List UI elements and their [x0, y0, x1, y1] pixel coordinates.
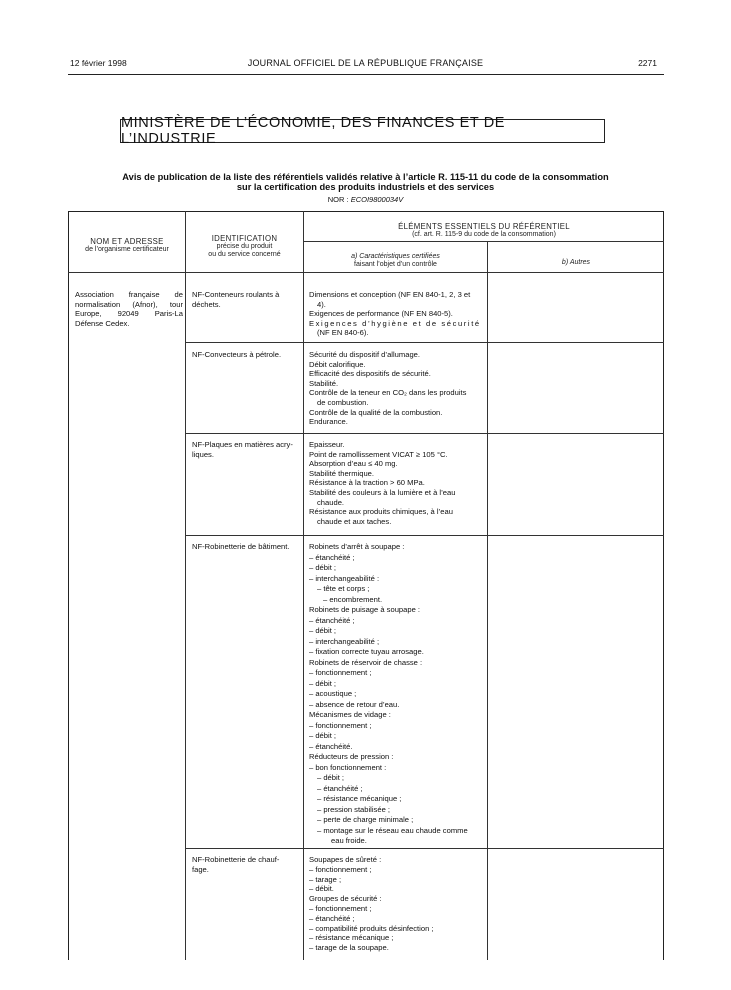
column-header-elements-subtitle: (cf. art. R. 115-9 du code de la consommation) [412, 231, 556, 238]
criterion-line: – fonctionnement ; [309, 864, 372, 874]
criterion-line: – pression stabilisée ; [317, 804, 391, 814]
criterion-line: – étanchéité ; [309, 552, 355, 562]
criterion-line: Exigences d’hygiène et de sécurité [309, 318, 481, 328]
criterion-line: – interchangeabilité : [309, 573, 380, 583]
criterion-line: Dimensions et conception (NF EN 840-1, 2, 3 et [309, 290, 471, 299]
ident-line: NF-Robinetterie de bâtiment. [192, 542, 290, 551]
column-header-elements [305, 223, 663, 239]
criterion-line: – débit ; [309, 678, 337, 688]
header-page-number: 2271 [638, 58, 657, 68]
nor-label: NOR : [327, 195, 349, 204]
criterion-line: – étanchéité ; [309, 615, 355, 625]
row-rule [185, 535, 664, 536]
criterion-line: Robinets de puisage à soupape : [309, 605, 421, 614]
column-header-organisme [70, 238, 184, 254]
criterion-line: Soupapes de sûreté : [309, 855, 382, 864]
criterion-line: Robinets d’arrêt à soupape : [309, 542, 405, 551]
header-bottom-rule [68, 272, 664, 273]
criterion-line: – résistance mécanique ; [309, 933, 394, 943]
column-header-certified-line-1: a) Caractéristiques certifiées [351, 253, 440, 260]
criterion-line: – compatibilité produits désinfection ; [309, 923, 434, 933]
criterion-line: (NF EN 840-6). [317, 328, 369, 338]
criterion-line: Réducteurs de pression : [309, 752, 394, 761]
criterion-line: Exigences de performance (NF EN 840-5). [309, 309, 453, 319]
criterion-line: – bon fonctionnement : [309, 762, 387, 772]
criterion-line: Débit calorifique. [309, 359, 366, 369]
criterion-line: Point de ramollissement VICAT ≥ 105 °C. [309, 449, 448, 459]
criterion-line: – fonctionnement ; [309, 720, 372, 730]
header-rule [68, 74, 664, 75]
ident-line: NF-Plaques en matières acry- [192, 440, 293, 449]
organisme-cell: Association française de normalisation (Afnor), tour Europe, 92049 Paris-La Défense Cedex. [75, 290, 183, 328]
criterion-line: – encombrement. [323, 594, 383, 604]
criterion-line: – tarage ; [309, 874, 342, 884]
criterion-line: Résistance aux produits chimiques, à l’eau [309, 507, 453, 517]
ident-line: NF-Conteneurs roulants à [192, 290, 280, 299]
column-header-others: b) Autres [561, 259, 591, 266]
header-subrule [303, 241, 664, 242]
criterion-line: – fonctionnement ; [309, 668, 372, 677]
ident-line: fage. [192, 864, 209, 874]
criterion-line: – débit ; [309, 731, 337, 740]
criterion-line: Efficacité des dispositifs de sécurité. [309, 369, 431, 379]
criterion-line: – tête et corps ; [317, 584, 370, 593]
column-header-organisme-title: NOM ET ADRESSE [90, 237, 164, 246]
row-rule [185, 848, 664, 849]
column-header-identification-line-3: ou du service concerné [208, 251, 281, 258]
nor-reference [0, 195, 731, 204]
criterion-line: Sécurité du dispositif d’allumage. [309, 350, 421, 359]
row-rule [185, 433, 664, 434]
ministry-title-box [120, 115, 605, 147]
criterion-line: – résistance mécanique ; [317, 794, 402, 803]
criterion-line: Résistance à la traction > 60 MPa. [309, 478, 425, 488]
criterion-line: – fonctionnement ; [309, 903, 372, 913]
criterion-line: Groupes de sécurité : [309, 894, 382, 904]
ident-line: NF-Robinetterie de chauf- [192, 855, 280, 864]
criterion-line: Mécanismes de vidage : [309, 710, 391, 719]
column-header-certified-line-2: faisant l’objet d’un contrôle [354, 261, 437, 268]
ident-cell-robinetterie-batiment [192, 542, 296, 552]
criterion-line: – débit ; [317, 773, 345, 782]
criterion-line: – débit. [309, 884, 334, 894]
ident-line: déchets. [192, 299, 221, 309]
criteria-cell-robinetterie-batiment [309, 542, 483, 847]
nor-code: ECOI9800034V [350, 195, 404, 204]
criterion-line: – étanchéité ; [317, 783, 363, 793]
column-header-identification [187, 235, 302, 259]
criterion-line: – fixation correcte tuyau arrosage. [309, 647, 424, 656]
criterion-line: Stabilité. [309, 378, 339, 388]
criteria-cell-conteneurs [309, 290, 483, 338]
ident-line: NF-Convecteurs à pétrole. [192, 350, 282, 359]
criterion-line: – débit ; [309, 626, 337, 635]
criterion-line: – acoustique ; [309, 689, 357, 698]
criterion-line: – tarage de la soupape. [309, 943, 389, 953]
criterion-line: – montage sur le réseau eau chaude comme [317, 825, 468, 835]
criteria-cell-robinetterie-chauffage [309, 855, 483, 953]
criterion-line: eau froide. [331, 836, 367, 845]
criterion-line: – absence de retour d’eau. [309, 699, 400, 709]
ident-cell-plaques [192, 440, 296, 459]
criterion-line: – perte de charge minimale ; [317, 815, 414, 824]
criteria-cell-plaques [309, 440, 483, 526]
criterion-line: Stabilité thermique. [309, 468, 375, 478]
column-header-identification-line-2: précise du produit [216, 243, 273, 250]
ident-cell-convecteurs [192, 350, 296, 360]
criterion-line: – interchangeabilité ; [309, 636, 380, 646]
criterion-line: – débit ; [309, 563, 337, 572]
header-date: 12 février 1998 [70, 58, 127, 68]
ident-cell-conteneurs [192, 290, 296, 309]
notice-title-line-2: sur la certification des produits industriels et des services [236, 182, 495, 192]
ident-line: liques. [192, 449, 214, 459]
header-journal-title: JOURNAL OFFICIEL DE LA RÉPUBLIQUE FRANÇAISE [247, 58, 484, 68]
criterion-line: Robinets de réservoir de chasse : [309, 657, 423, 667]
criterion-line: de combustion. [317, 397, 369, 407]
criterion-line: Contrôle de la teneur en CO₂ dans les produits [309, 388, 467, 398]
criterion-line: Endurance. [309, 417, 348, 427]
criterion-line: Contrôle de la qualité de la combustion. [309, 407, 443, 417]
column-header-elements-title: ÉLÉMENTS ESSENTIELS DU RÉFÉRENTIEL [398, 222, 570, 231]
criteria-cell-convecteurs [309, 350, 483, 427]
criterion-line: – étanchéité ; [309, 913, 355, 923]
criterion-line: Epaisseur. [309, 440, 345, 449]
criterion-line: chaude et aux taches. [317, 516, 392, 526]
criterion-line: Stabilité des couleurs à la lumière et à l’eau [309, 487, 456, 497]
column-header-identification-title: IDENTIFICATION [211, 234, 278, 243]
criterion-line: 4). [317, 299, 326, 309]
ministry-title: MINISTÈRE DE L’ÉCONOMIE, DES FINANCES ET DE L’INDUSTRIE [121, 115, 506, 147]
column-header-organisme-subtitle: de l’organisme certificateur [85, 246, 169, 253]
criterion-line: chaude. [317, 497, 345, 507]
column-header-certified [305, 253, 486, 269]
criterion-line: Absorption d’eau ≤ 40 mg. [309, 459, 398, 469]
column-divider [487, 241, 488, 960]
criterion-line: – étanchéité. [309, 741, 353, 751]
ident-cell-robinetterie-chauffage [192, 855, 296, 874]
row-rule [185, 342, 664, 343]
notice-title-line-1: Avis de publication de la liste des référentiels validés relative à l’article R. 115-11 du code de la consommation [122, 172, 609, 182]
